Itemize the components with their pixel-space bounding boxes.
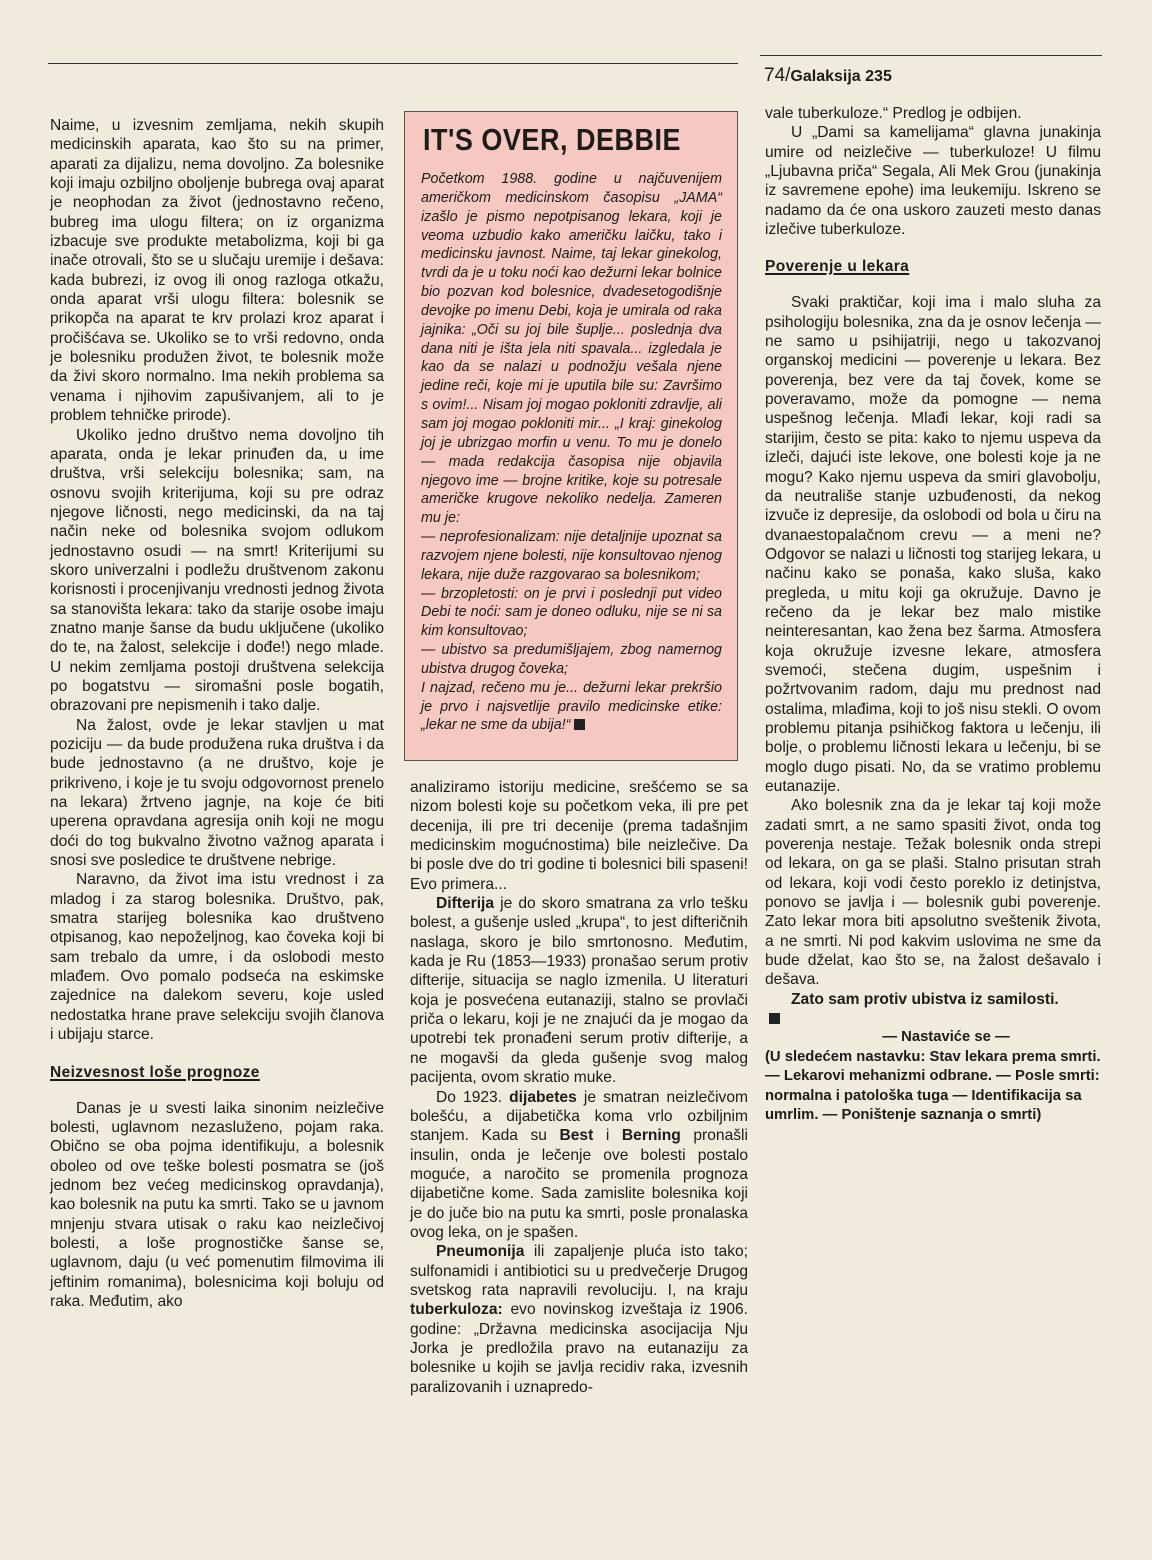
sidebar-list-item: — brzopletosti: on je prvi i poslednji put video Debi te noći: sam je doneo odluku, nije se ni sa kim konsultovao; bbox=[421, 585, 722, 640]
bold-term: Best bbox=[559, 1127, 594, 1145]
paragraph: Do 1923. dijabetes je smatran neizlečivom bolešću, a dijabetička koma vrlo ozbiljnim stanjem. Kada su Best i Berning pronašli insulin, onda je lečenje ove bolesti postalo moguće, a naročito se promenila prognoza dijabetične kome. Sada zamislite bolesnika koji je do juče bio na putu ka smrti, posle pronalaska ovog leka, on je spašen. bbox=[410, 1088, 748, 1241]
paragraph: Danas je u svesti laika sinonim neizlečive bolesti, uglavnom nezasluženo, pojam raka. Obično se oba pojma identifikuju, a bolesnik oboleo od ove teške bolesti posmatra se (još jednom bez većeg medicinskog opravdanja), kao bolesnik na putu ka smrti. Tako se u javnom mnjenju stvara utisak o raku kao neizlečivoj bolesti, a loše prognostičke šanse se, uglavnom, daju (u već pomenutim filmovima ili jeftinim romanima), bolesnicima koji boluju od raka. Međutim, ako bbox=[50, 1099, 384, 1310]
bold-term: dijabetes bbox=[509, 1088, 577, 1106]
paragraph: Difterija je do skoro smatrana za vrlo tešku bolest, a gušenje usled „krupa“, to jest difteričnih naslaga, skoro je bilo smrtonosno. Međutim, kada je Ru (1853—1933) pronašao serum protiv difterije, situacija se naglo izmenila. U literaturi koja je posvećena eutanaziji, stalno se provlači priča o lekaru, koji je ne znajući da je mogao da upotrebi tek pronađeni serum protiv difterije, a ne mogavši da gleda gušenje svog malog pacijenta, ovom skratio muke. bbox=[410, 895, 748, 1087]
sidebar-paragraph: Početkom 1988. godine u najčuvenijem američkom medicinskom časopisu „JAMA“ izašlo je pismo nepotpisanog lekara, koji je veoma uzbudio kako američku laičku, tako i medicinsku javnost. Naime, taj lekar ginekolog, tvrdi da je u toku noći kao dežurni lekar bolnice bio pozvan kod bolesnice, dvadesetogodišnje devojke po imenu Debi, koja je umirala od raka jajnika: „Oči su joj bile šuplje... poslednja dva dana niti je išta jela niti spavala... izgledala je kao da se nalazi u podnožju vešala njene jedine reči, koje mi je uputila bile su: Završimo s ovim!... Nisam joj mogao pokloniti zdravlje, ali sam joj mogao pokloniti mir... „I kraj: ginekolog joj je ubrizgao morfin u venu. To mu je donelo — mada redakcija časopisa nije objavila njegovo ime — brojne kritike, koje su potresale američke krugove nekoliko nedelja. Zameren mu je: bbox=[421, 171, 722, 527]
paragraph: Naime, u izvesnim zemljama, nekih skupih medicinskih aparata, kao što su na primer, aparati za dijalizu, nema dovoljno. Za bolesnike koji imaju ozbiljno oboljenje bubrega ovaj aparat je neophodan za život (jednostavno rečeno, bubreg ima ulogu filtera; on iz organizma izbacuje sve produkte metabolizma, koji bi ga inače otrovali, što se u slučaju uremije i dešava: kada bubrezi, iz ovog ili onog razloga otkažu, onda aparat vrši ulogu filtera: bolesnik se prikopča na aparat te krv prolazi kroz aparat i pročišćava se. Ukoliko se to vrši redovno, onda je bolesniku produžen život, te bolesnik može da živi skoro normalno. Ima nekih problema sa venama i njihovim zapušivanjem, ali to je problem tehničke prirode). bbox=[50, 117, 384, 425]
paragraph: analiziramo istoriju medicine, srešćemo se sa nizom bolesti koje su početkom veka, ili pre pet decenija, ili pre tri decenije (prema tadašnjim medicinskim mogućnostima) bile neizlečive. Da bi posle dve do tri godine ti bolesnici bili spaseni! Evo primera... bbox=[410, 779, 748, 893]
bold-term: Difterija bbox=[436, 895, 495, 913]
next-issue-note: (U sledećem nastavku: Stav lekara prema smrti. — Lekarovi mehanizmi odbrane. — Posle smrti: normalna i patološka tuga — Identifikacija sa umrlim. — Poništenje saznanja o smrti) bbox=[765, 1048, 1101, 1124]
bold-term: Berning bbox=[621, 1127, 681, 1145]
paragraph: Na žalost, ovde je lekar stavljen u mat poziciju — da bude produžena ruka društva i da bude jednostavno (a ne društvo, koje je prikriveno, i koje je tu svoju odgovornost prenelo na lekara) žrtveno jagnje, na koje će biti uperena opravdana agresija onih koji ne mogu doći do tog bukvalno životno važnog aparata i snosi sve posledice te društvene nebrige. bbox=[50, 716, 384, 870]
sidebar-conclusion: I najzad, rečeno mu je... dežurni lekar prekršio je prvo i najsvetlije pravilo medicinske etike: „lekar ne sme da ubija!“ bbox=[421, 679, 722, 734]
end-mark-icon bbox=[574, 719, 585, 730]
paragraph: Ukoliko jedno društvo nema dovoljno tih aparata, onda je lekar prinuđen da, u ime društva, vrši selekciju bolesnika; sam, na osnovu svojih kriterijuma, koji su pre odraz njegove ličnosti, nego medicinski, da na taj način neke od bolesnika svojom odlukom jednostavno osudi — na smrt! Kriterijumi su skoro univerzalni i podležu društvenom zakonu korisnosti i procenjivanju vrednosti jednog života sa stanovišta lekara: tako da starije osobe imaju znatno manje šanse da budu uključene (ukoliko do te, na žalost, selekcije i dođe!) nego mlade. U nekim zemljama postoji društvena selekcija po bogatstvu — siromašni posle bogatih, obrazovani pre nepismenih i tako dalje. bbox=[50, 426, 384, 715]
paragraph: Svaki praktičar, koji ima i malo sluha za psihologiju bolesnika, zna da je osnov lečenja — ne samo u psihijatriji, nego u takozvanoj organskoj medicini — poverenje u lekara. Bez poverenja, bez vere da taj čovek, kome se poveravamo, može da pomogne — nema uspešnog lečenja. Mlađi lekar, koji radi sa starijim, često se pita: kako to njemu uspeva da izleči, dajući iste lekove, one bolesti koje ja ne mogu? Kako njemu uspeva da smiri glavobolju, da neutrališe stanje uzbuđenosti, da nekog izvuče iz depresije, da oslobodi od bola u čiru na dvanaestopalačnom crevu — a meni ne? Odgovor se nalazi u ličnosti tog starijeg lekara, u načinu kako se ponaša, kako sluša, kako pregleda, u mitu koji ga okružuje. Davno je rečeno da je lekar bez malo mistike neinteresantan, kao žena bez šarma. Atmosfera koja okružuje izvesne lekare, atmosfera svemoći, stečena dugim, uspešnim i požrtvovanim radom, daju mu prednost nad ostalima, mlađima, koji to još nisu stekli. O ovom problemu pitanja psihičkog faktora u lečenju, ili bolje, o problemu ličnosti lekara u lečenju, bi se moglo dugo pisati. No, da se vratimo problemu eutanazije. bbox=[765, 294, 1101, 795]
top-rule-right bbox=[760, 55, 1102, 56]
bold-term: Pneumonija bbox=[436, 1243, 525, 1261]
continued-note: — Nastaviće se — bbox=[882, 1029, 1010, 1046]
bold-term: tuberkuloza: bbox=[410, 1301, 503, 1319]
sidebar-list-item: — neprofesionalizam: nije detaljnije upoznat sa razvojem njene bolesti, nije konsultovao njenog lekara, nije duže razgovarao sa bolesnikom; bbox=[421, 529, 722, 583]
column-2 bbox=[410, 778, 748, 1397]
column-3 bbox=[765, 104, 1101, 1126]
closing-statement: Zato sam protiv ubistva iz samilosti. bbox=[765, 990, 1101, 1029]
section-heading: Poverenje u lekara bbox=[765, 258, 910, 276]
sidebar-title: IT'S OVER, DEBBIE bbox=[423, 123, 681, 157]
magazine-name: Galaksija 235 bbox=[790, 68, 892, 85]
sidebar-body bbox=[421, 170, 722, 735]
sidebar-list-item: — ubistvo sa predumišljajem, zbog namernog ubistva drugog čoveka; bbox=[421, 642, 722, 677]
page-folio bbox=[764, 64, 892, 88]
paragraph: vale tuberkuloze.“ Predlog je odbijen. bbox=[765, 105, 1022, 122]
end-mark-icon bbox=[769, 1013, 780, 1024]
page-number: 74/ bbox=[764, 65, 791, 86]
paragraph: Ako bolesnik zna da je lekar taj koji može zadati smrt, a ne samo spasiti život, onda tog poverenja nestaje. Težak bolesnik onda strepi od lekara, on ga se plaši. Stalno prisutan strah od lekara, koji vodi često poreklo iz detinjstva, ponovo se javlja i — bolesnik gubi poverenje. Zato lekar mora biti apsolutno sveštenik života, a ne smrti. Ni pod kakvim uslovima ne sme da bude dželat, kao što se, na žalost dešavalo i dešava. bbox=[765, 797, 1101, 989]
top-rule-left bbox=[48, 63, 738, 64]
column-1 bbox=[50, 116, 384, 1311]
paragraph: Naravno, da život ima istu vrednost i za mladog i za starog bolesnika. Društvo, pak, smatra starijeg bolesnika kao društveno otpisanog, kao nepoželjnog, kao čoveka koji bi sam trebalo da umre, i da oslobodi mesto mlađem. Ovo pomalo podseća na eskimske zajednice na dalekom severu, koje usled nedostatka hrane prave selekciju svojih članova i ubijaju starce. bbox=[50, 871, 384, 1044]
paragraph: U „Dami sa kamelijama“ glavna junakinja umire od neizlečive — tuberkuloze! U filmu „Ljubavna priča“ Segala, Ali Mek Grou (junakinja iz savremene epohe) ima leukemiju. Iskreno se nadamo da će ona uskoro zauzeti mesto danas izlečive tuberkuloze. bbox=[765, 124, 1101, 239]
sidebar-box bbox=[404, 111, 738, 761]
paragraph: Pneumonija ili zapaljenje pluća isto tako; sulfonamidi i antibiotici su u predvečerje Drugog svetskog rata napravili revoluciju. I, na kraju tuberkuloza: evo novinskog izveštaja iz 1906. godine: „Državna medicinska asocijacija Nju Jorka je predložila pravo na eutanaziju za bolesnike u kojih se javlja recidiv raka, izvesnih paralizovanih i uznapredo- bbox=[410, 1243, 748, 1396]
section-heading: Neizvesnost loše prognoze bbox=[50, 1063, 260, 1081]
